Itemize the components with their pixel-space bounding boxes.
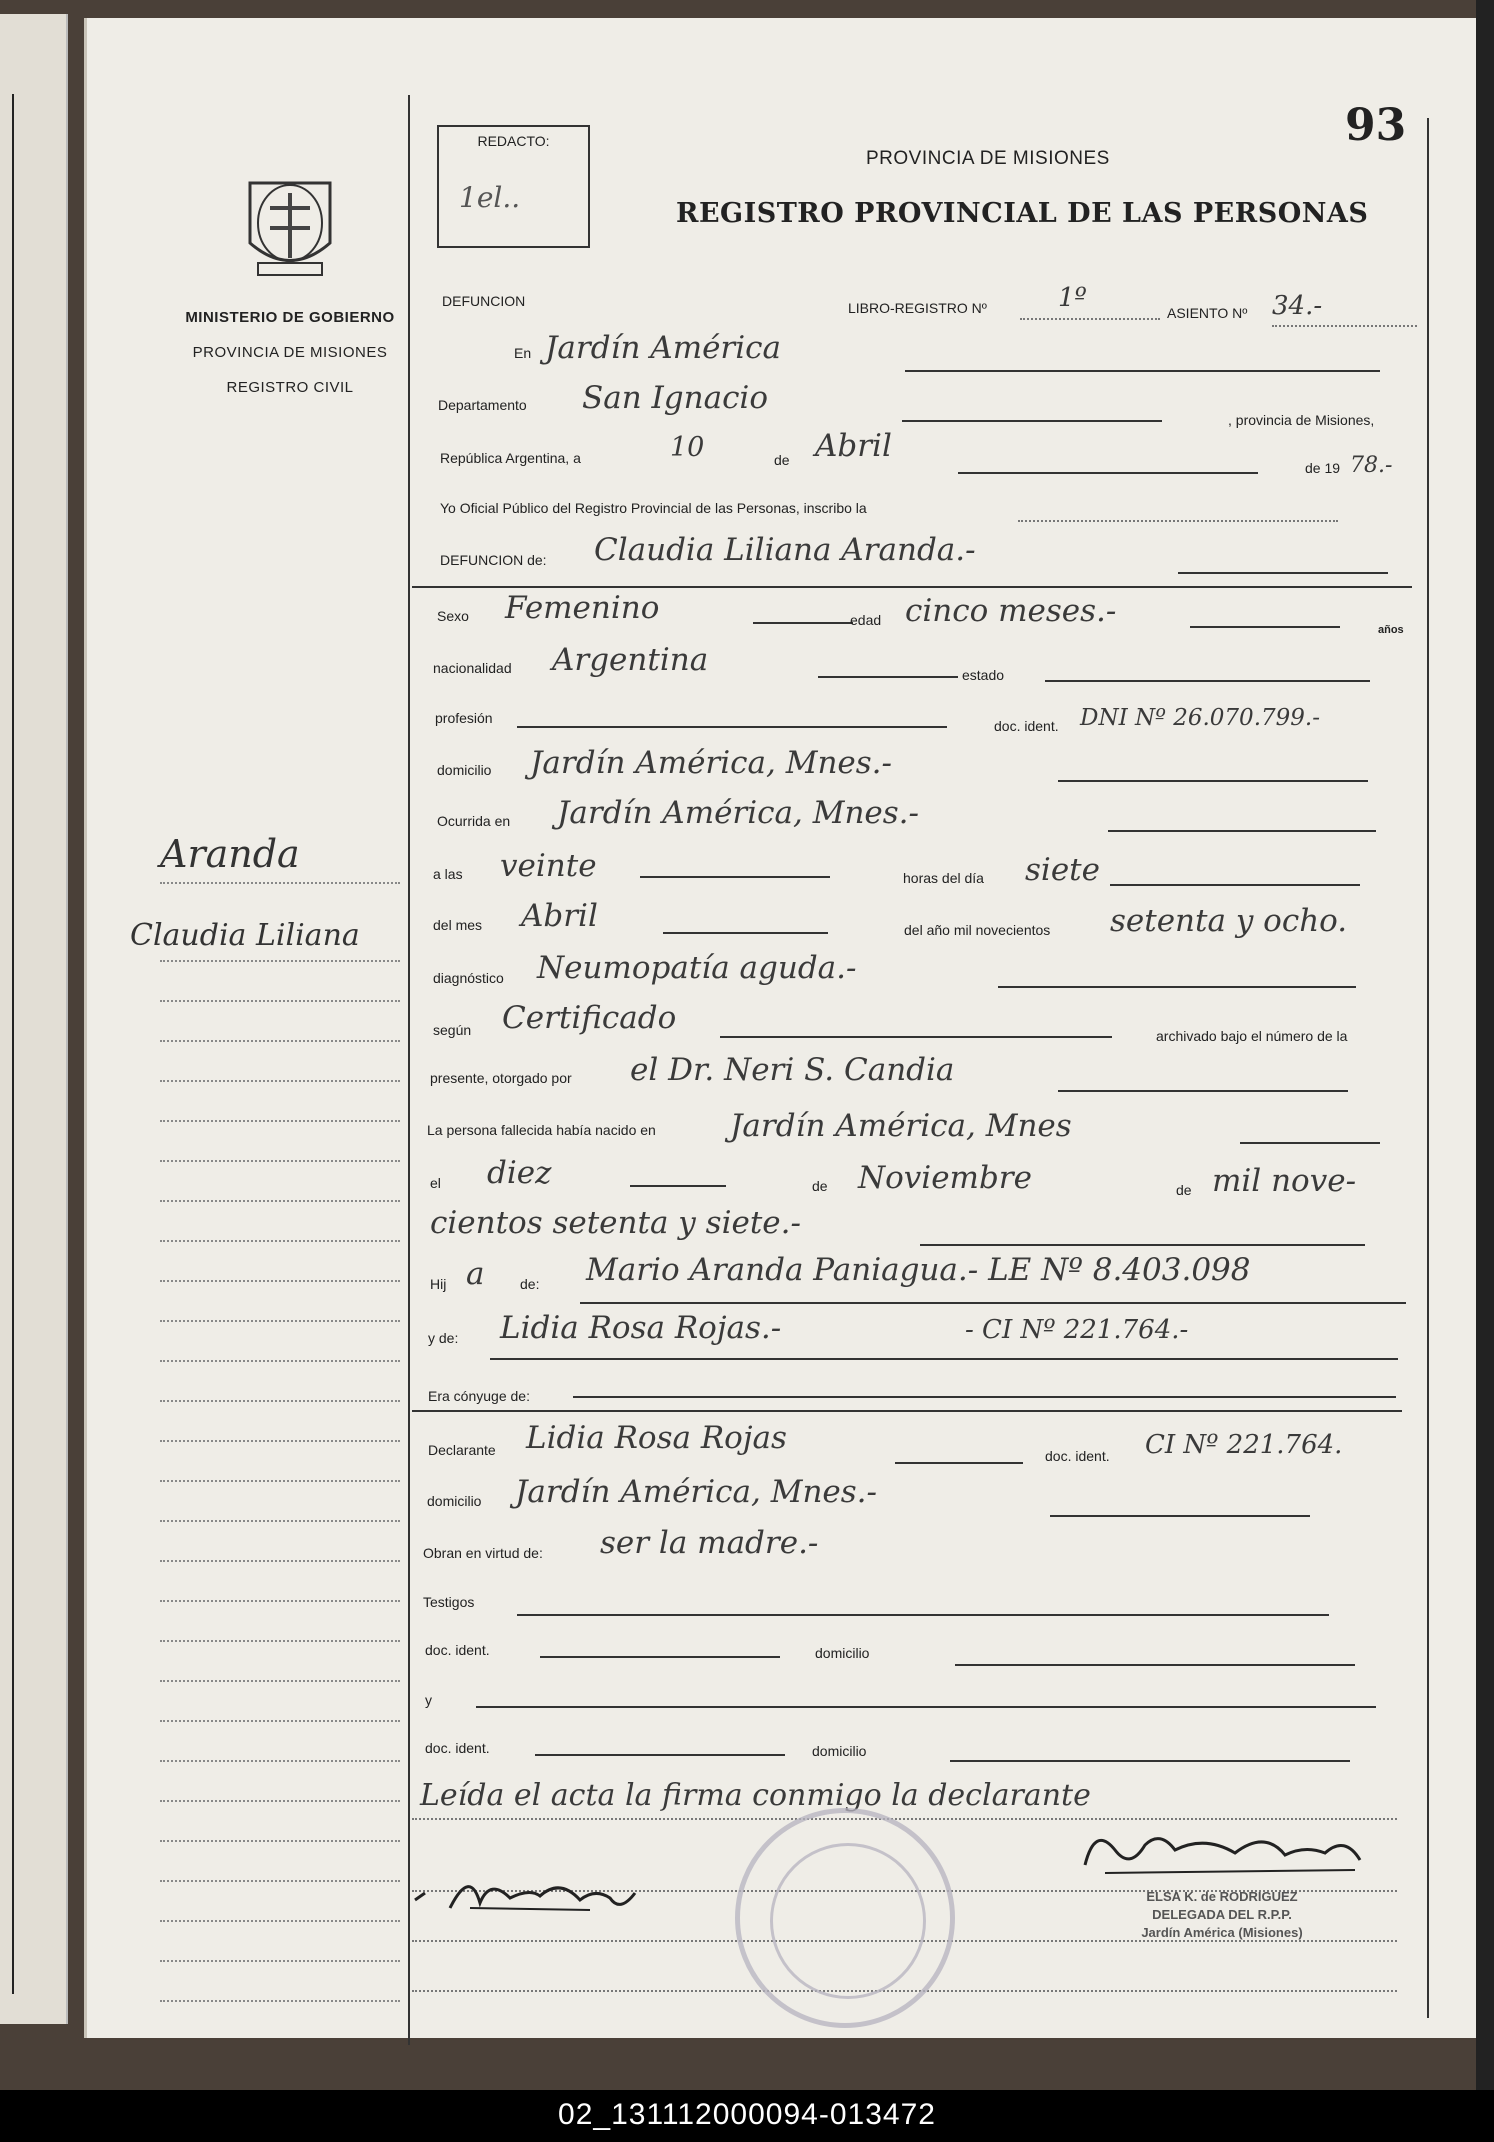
- en-value: Jardín América: [545, 330, 782, 366]
- segun-label: según: [433, 1022, 472, 1038]
- doc2-label: doc. ident.: [425, 1740, 490, 1756]
- page-number: 93: [1345, 100, 1407, 151]
- deceased-name: Claudia Liliana Aranda.-: [594, 532, 976, 568]
- defuncion-label: DEFUNCION: [442, 293, 526, 309]
- alas-value: veinte: [500, 848, 597, 884]
- segun-value: Certificado: [502, 1000, 677, 1036]
- cientos-value: cientos setenta y siete.-: [430, 1205, 801, 1241]
- officer-signature: [1075, 1815, 1365, 1885]
- y-label: y: [425, 1692, 432, 1708]
- madre-line: [490, 1358, 1398, 1360]
- padre-line: [580, 1302, 1406, 1304]
- left-facing-page: [0, 14, 68, 2024]
- anos-label: años: [1378, 624, 1404, 636]
- nacido-value: Jardín América, Mnes: [730, 1108, 1072, 1144]
- margin-line: [160, 1320, 400, 1322]
- edad-line: [1190, 626, 1340, 628]
- margin-line: [160, 1800, 400, 1802]
- departamento-value: San Ignacio: [582, 380, 769, 416]
- deceased-line: [1178, 572, 1388, 574]
- ocurrida-label: Ocurrida en: [437, 813, 511, 829]
- nacido-label: La persona fallecida había nacido en: [427, 1122, 656, 1138]
- margin-line: [160, 1600, 400, 1602]
- margin-surname: Aranda: [160, 832, 300, 876]
- de-label: de: [774, 452, 790, 468]
- margin-line: [160, 1720, 400, 1722]
- dia-line: [1110, 884, 1360, 886]
- horas-label: horas del día: [903, 870, 984, 886]
- binding-edge: [1476, 0, 1494, 2100]
- archivado-label: archivado bajo el número de la: [1156, 1028, 1348, 1044]
- margin-line: [160, 2000, 400, 2002]
- margin-line: [160, 1560, 400, 1562]
- margin-line: [160, 1480, 400, 1482]
- year-label: de 19: [1305, 460, 1341, 476]
- nov-value: Noviembre: [858, 1160, 1032, 1196]
- margin-line: [160, 960, 400, 962]
- en-line: [905, 370, 1380, 372]
- circular-seal-stamp: [735, 1808, 955, 2028]
- declarante-value: Lidia Rosa Rojas: [526, 1420, 787, 1456]
- stamp-line-2: DELEGADA DEL R.P.P.: [1152, 1907, 1292, 1922]
- doc2-line: [535, 1754, 785, 1756]
- libro-label: LIBRO-REGISTRO Nº: [848, 300, 987, 316]
- margin-line: [160, 1200, 400, 1202]
- presente-label: presente, otorgado por: [430, 1070, 572, 1086]
- ocurrida-value: Jardín América, Mnes.-: [557, 795, 920, 831]
- margin-line: [160, 1160, 400, 1162]
- estado-label: estado: [962, 667, 1005, 683]
- declarante-line: [895, 1462, 1023, 1464]
- redacto-label: REDACTO:: [477, 133, 550, 149]
- de-label-3: de: [1176, 1182, 1192, 1198]
- estado-line: [1045, 680, 1370, 682]
- sexo-label: Sexo: [437, 608, 469, 624]
- oficial-line: [1018, 520, 1338, 522]
- file-id: 02_131112000094-013472: [558, 2098, 936, 2131]
- margin-line: [160, 882, 400, 884]
- testigos-line: [517, 1614, 1329, 1616]
- domicilio-line: [1058, 780, 1368, 782]
- profesion-line: [517, 726, 947, 728]
- republica-label: República Argentina, a: [440, 450, 581, 466]
- redacto-value: 1el..: [459, 181, 521, 214]
- margin-line: [160, 1120, 400, 1122]
- domicilio4-label: domicilio: [812, 1743, 867, 1759]
- officer-stamp: [1092, 1888, 1352, 1942]
- margin-line: [160, 1440, 400, 1442]
- margin-line: [160, 1680, 400, 1682]
- libro-value: 1º: [1058, 283, 1087, 313]
- asiento-label: ASIENTO Nº: [1167, 305, 1248, 321]
- province-title: PROVINCIA DE MISIONES: [866, 148, 1110, 169]
- doc1-label: doc. ident.: [425, 1642, 490, 1658]
- margin-line: [160, 1840, 400, 1842]
- anio-value: setenta y ocho.: [1110, 903, 1348, 939]
- mil-value: mil nove-: [1212, 1163, 1357, 1199]
- sexo-line: [753, 622, 853, 624]
- obran-value: ser la madre.-: [600, 1525, 819, 1561]
- domicilio-value: Jardín América, Mnes.-: [530, 745, 893, 781]
- conyuge-label: Era cónyuge de:: [428, 1388, 530, 1404]
- diagnostico-label: diagnóstico: [433, 970, 504, 986]
- ocurrida-line: [1108, 830, 1376, 832]
- closing-text: Leída el acta la firma conmigo la declarante: [420, 1778, 1091, 1813]
- nacionalidad-line: [818, 676, 958, 678]
- margin-line: [160, 1400, 400, 1402]
- margin-line: [160, 1960, 400, 1962]
- margin-line: [160, 1520, 400, 1522]
- declarant-signature: [410, 1858, 640, 1928]
- edad-value: cinco meses.-: [905, 593, 1117, 629]
- hij-label: Hij: [430, 1276, 447, 1292]
- dia-value: siete: [1025, 852, 1100, 888]
- sexo-value: Femenino: [505, 590, 660, 626]
- domicilio4-line: [950, 1760, 1350, 1762]
- margin-line: [160, 1880, 400, 1882]
- doc1-line: [540, 1656, 780, 1658]
- padre-value: Mario Aranda Paniagua.- LE Nº 8.403.098: [586, 1252, 1251, 1288]
- ministry-block: [150, 300, 430, 405]
- alas-line: [640, 876, 830, 878]
- diagnostico-line: [998, 986, 1356, 988]
- presente-value: el Dr. Neri S. Candia: [630, 1052, 955, 1088]
- margin-line: [160, 1360, 400, 1362]
- conyuge-line: [573, 1396, 1396, 1398]
- redacto-box: [437, 125, 590, 248]
- hij-suffix: a: [466, 1256, 485, 1292]
- domicilio-label: domicilio: [437, 762, 492, 778]
- nacionalidad-value: Argentina: [552, 642, 709, 678]
- coat-of-arms-icon: [240, 168, 340, 283]
- month-line: [958, 472, 1258, 474]
- mes-label: del mes: [433, 917, 483, 933]
- mes-line: [663, 932, 828, 934]
- doc-value: DNI Nº 26.070.799.-: [1080, 705, 1320, 731]
- domicilio2-value: Jardín América, Mnes.-: [515, 1474, 878, 1510]
- ministry-registry: REGISTRO CIVIL: [226, 379, 354, 396]
- margin-line: [160, 1080, 400, 1082]
- domicilio3-label: domicilio: [815, 1645, 870, 1661]
- obran-label: Obran en virtud de:: [423, 1545, 543, 1561]
- el-line: [630, 1185, 726, 1187]
- doc-label: doc. ident.: [994, 718, 1059, 734]
- defuncion-de-label: DEFUNCION de:: [440, 552, 547, 568]
- stamp-line-3: Jardín América (Misiones): [1141, 1925, 1303, 1940]
- libro-line: [1020, 318, 1160, 320]
- margin-line: [160, 1640, 400, 1642]
- stamp-line-1: ELSA K. de RODRIGUEZ: [1146, 1889, 1298, 1904]
- margin-line: [160, 1000, 400, 1002]
- registry-title: REGISTRO PROVINCIAL DE LAS PERSONAS: [676, 198, 1369, 229]
- margin-line: [160, 1280, 400, 1282]
- departamento-line: [902, 420, 1162, 422]
- oficial-text: Yo Oficial Público del Registro Provincial de las Personas, inscribo la: [440, 500, 867, 516]
- alas-label: a las: [433, 866, 463, 882]
- margin-line: [160, 1920, 400, 1922]
- ministry-province: PROVINCIA DE MISIONES: [192, 344, 388, 361]
- testigos-label: Testigos: [423, 1594, 475, 1610]
- asiento-line: [1272, 325, 1417, 327]
- domicilio2-label: domicilio: [427, 1493, 482, 1509]
- nacido-line: [1240, 1142, 1380, 1144]
- domicilio2-line: [1050, 1515, 1310, 1517]
- right-rule: [1427, 118, 1429, 2018]
- el-label: el: [430, 1175, 441, 1191]
- declarante-doc-label: doc. ident.: [1045, 1448, 1110, 1464]
- y-line: [476, 1706, 1376, 1708]
- padre-de-label: de:: [520, 1276, 540, 1292]
- anio-label: del año mil novecientos: [904, 922, 1051, 938]
- month-value: Abril: [815, 428, 892, 464]
- profesion-label: profesión: [435, 710, 493, 726]
- provincia-label: , provincia de Misiones,: [1228, 412, 1375, 428]
- mes-value: Abril: [521, 898, 598, 934]
- madre-value: Lidia Rosa Rojas.-: [500, 1310, 782, 1346]
- margin-line: [160, 1760, 400, 1762]
- day-value: 10: [670, 432, 705, 463]
- domicilio3-line: [955, 1664, 1355, 1666]
- nacionalidad-label: nacionalidad: [433, 660, 512, 676]
- cientos-line: [920, 1244, 1365, 1246]
- departamento-label: Departamento: [438, 397, 527, 413]
- declarante-doc-value: CI Nº 221.764.: [1145, 1430, 1343, 1460]
- asiento-value: 34.-: [1272, 291, 1323, 321]
- conyuge-underline: [412, 1410, 1402, 1412]
- edad-label: edad: [850, 612, 882, 628]
- ministry-title: MINISTERIO DE GOBIERNO: [185, 309, 395, 326]
- year-value: 78.-: [1350, 453, 1393, 478]
- deceased-underline: [412, 586, 1412, 588]
- diagnostico-value: Neumopatía aguda.-: [537, 950, 857, 986]
- presente-line: [1058, 1090, 1348, 1092]
- segun-line: [720, 1036, 1112, 1038]
- el-value: diez: [487, 1155, 552, 1191]
- en-label: En: [514, 345, 532, 361]
- margin-given-names: Claudia Liliana: [130, 918, 360, 953]
- madre-doc: - CI Nº 221.764.-: [965, 1315, 1189, 1345]
- margin-line: [160, 1040, 400, 1042]
- madre-de-label: y de:: [428, 1330, 459, 1346]
- de-label-2: de: [812, 1178, 828, 1194]
- margin-line: [160, 1240, 400, 1242]
- declarante-label: Declarante: [428, 1442, 496, 1458]
